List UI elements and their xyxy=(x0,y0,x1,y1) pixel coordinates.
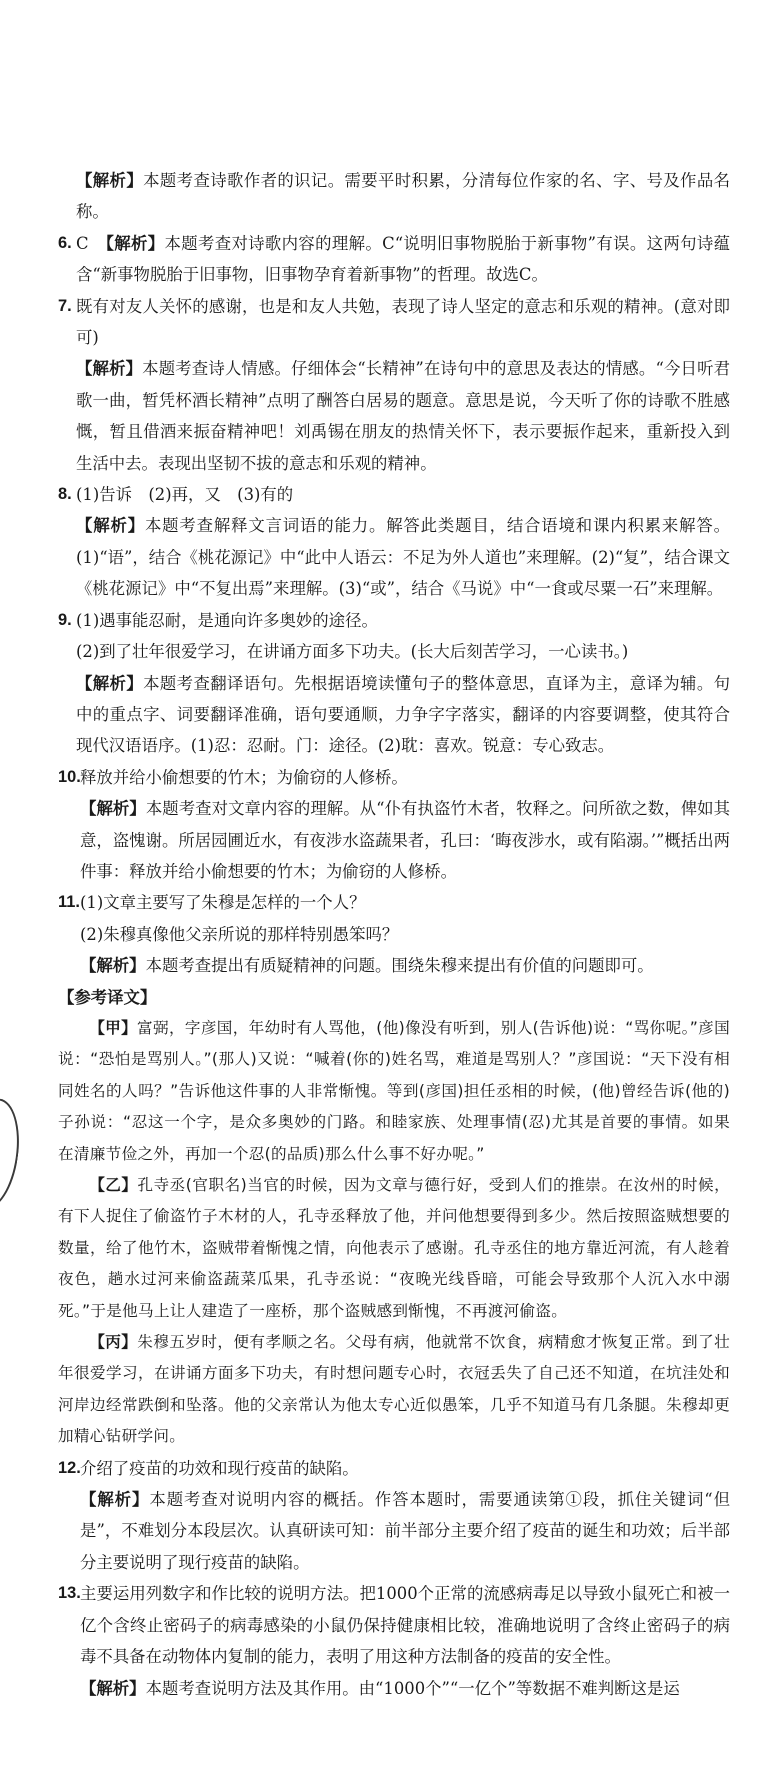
translation-tag: 【甲】 xyxy=(89,1018,138,1037)
answer-text-1: (1)文章主要写了朱穆是怎样的一个人？ xyxy=(80,893,366,913)
answer-text: (1)告诉 (2)再，又 (3)有的 xyxy=(76,485,294,505)
answer-content xyxy=(58,165,730,1704)
answer-text: 主要运用列数字和作比较的说明方法。把1000个正常的流感病毒足以导致小鼠死亡和被一亿个含终止密码子的病毒感染的小鼠仍保持健康相比较，准确地说明了含终止密码子的病毒不具备在动物体内复制的能力，表明了用这种方法制备的疫苗的安全性。 xyxy=(80,1584,730,1667)
question-number: 8. xyxy=(58,485,72,504)
question-number: 7. xyxy=(58,296,72,315)
translation-text: 孔寺丞(官职名)当官的时候，因为文章与德行好，受到人们的推崇。在汝州的时候，有下人捉住了偷盗竹子木材的人，孔寺丞释放了他，并问他想要得到多少。然后按照盗贼想要的数量，给了他竹木，盗贼带着惭愧之情，向他表示了感谢。孔寺丞住的地方靠近河流，有人趁着夜色，趟水过河来偷盗蔬菜瓜果，孔寺丞说：“夜晚光线昏暗，可能会导致那个人沉入水中溺死。”于是他马上让人建造了一座桥，那个盗贼感到惭愧，不再渡河偷盗。 xyxy=(58,1176,730,1320)
question-8 xyxy=(58,479,730,605)
answer-text-1: (1)遇事能忍耐，是通向许多奥妙的途径。 xyxy=(76,610,378,630)
question-9-analysis xyxy=(76,668,730,762)
question-number: 6. xyxy=(58,233,72,252)
answer-text xyxy=(76,228,730,291)
answer-choice: C xyxy=(76,233,106,253)
analysis-text: 本题考查对说明内容的概括。作答本题时，需要通读第①段，抓住关键词“但是”，不难划分本段层次。认真研读可知：前半部分主要介绍了疫苗的诞生和功效；后半部分主要说明了现行疫苗的缺陷。 xyxy=(80,1490,730,1572)
translation-text: 富弼，字彦国，年幼时有人骂他，(他)像没有听到，别人(告诉他)说：“骂你呢。”彦国说：“恐怕是骂别人。”(那人)又说：“喊着(你的)姓名骂，难道是骂别人？”彦国说：“天下没有相同姓名的人吗？”告诉他这件事的人非常惭愧。等到(彦国)担任丞相的时候，(他)曾经告诉(他的)子孙说：“忍这一个字，是众多奥妙的门路。和睦家族、处理事情(忍)尤其是首要的事情。如果在清廉节俭之外，再加一个忍(的品质)那么什么事不好办呢。” xyxy=(58,1018,731,1163)
analysis-text: 本题考查对文章内容的理解。从“仆有执盗竹木者，牧释之。问所欲之数，俾如其意，盗愧谢。所居园圃近水，有夜涉水盗蔬果者，孔曰：‘晦夜涉水，或有陷溺。’”概括出两件事：释放并给小偷想要的竹木；为偷窃的人修桥。 xyxy=(80,799,730,881)
question-7 xyxy=(58,291,730,479)
page-edge-arc xyxy=(0,1095,26,1213)
question-10-analysis xyxy=(80,793,730,887)
question-body xyxy=(80,887,730,981)
answer-text-2: (2)朱穆真像他父亲所说的那样特别愚笨吗？ xyxy=(80,924,399,944)
question-body xyxy=(80,762,730,888)
analysis-tag: 【解析】 xyxy=(80,956,146,976)
question-body xyxy=(76,479,730,605)
analysis-text: 本题考查提出有质疑精神的问题。围绕朱穆来提出有价值的问题即可。 xyxy=(145,956,654,976)
translation-heading: 【参考译文】 xyxy=(58,987,157,1007)
analysis-text: 本题考查诗人情感。仔细体会“长精神”在诗句中的意思及表达的情感。“今日听君歌一曲，暂凭杯酒长精神”点明了酬答白居易的题意。意思是说，今天听了你的诗歌不胜感慨，暂且借酒来振奋精神吧！刘禹锡在朋友的热情关怀下，表示要振作起来，重新投入到生活中去。表现出坚韧不拔的意志和乐观的精神。 xyxy=(76,359,731,473)
analysis-tag: 【解析】 xyxy=(76,516,145,536)
analysis-tag: 【解析】 xyxy=(80,1678,146,1698)
analysis-tag: 【解析】 xyxy=(80,799,146,819)
question-11-analysis xyxy=(80,950,730,981)
answer-text: 既有对友人关怀的感谢，也是和友人共勉，表现了诗人坚定的意志和乐观的精神。(意对即可) xyxy=(76,296,730,348)
question-body xyxy=(80,1578,730,1704)
translation-bing xyxy=(58,1327,730,1453)
analysis-text: 本题考查诗歌作者的识记。需要平时积累，分清每位作家的名、字、号及作品名称。 xyxy=(76,171,731,222)
question-number: 12. xyxy=(58,1458,81,1477)
question-number: 9. xyxy=(58,610,72,629)
question-number: 10. xyxy=(58,767,81,786)
analysis-text: 本题考查对诗歌内容的理解。C“说明旧事物脱胎于新事物”有误。这两句诗蕴含“新事物脱胎于旧事物，旧事物孕育着新事物”的哲理。故选C。 xyxy=(76,233,730,285)
question-12 xyxy=(58,1453,730,1579)
question-10 xyxy=(58,762,730,888)
question-7-analysis xyxy=(76,353,730,479)
q5-analysis xyxy=(58,165,730,228)
translation-jia xyxy=(58,1013,730,1170)
question-8-analysis xyxy=(76,510,730,604)
question-number: 11. xyxy=(58,893,80,912)
analysis-text: 本题考查翻译语句。先根据语境读懂句子的整体意思，直译为主，意译为辅。句中的重点字、词要翻译准确，语句要通顺，力争字字落实，翻译的内容要调整，使其符合现代汉语语序。(1)忍：忍耐。门：途径。(2)耽：喜欢。锐意：专心致志。 xyxy=(76,673,731,756)
question-body xyxy=(76,291,730,479)
question-11 xyxy=(58,887,730,981)
analysis-text: 本题考查说明方法及其作用。由“1000个”“一亿个”等数据不难判断这是运 xyxy=(145,1678,680,1698)
question-body xyxy=(80,1453,730,1579)
analysis-tag: 【解析】 xyxy=(76,673,144,693)
answer-text-2: (2)到了壮年很爱学习，在讲诵方面多下功夫。(长大后刻苦学习，一心读书。) xyxy=(76,642,629,662)
question-6 xyxy=(58,228,730,291)
analysis-text: 本题考查解释文言词语的能力。解答此类题目，结合语境和课内积累来解答。(1)“语”，结合《桃花源记》中“此中人语云：不足为外人道也”来理解。(2)“复”，结合课文《桃花源记》中“不复出焉”来理解。(3)“或”，结合《马说》中“一食或尽粟一石”来理解。 xyxy=(76,516,731,599)
translation-text: 朱穆五岁时，便有孝顺之名。父母有病，他就常不饮食，病精愈才恢复正常。到了壮年很爱学习，在讲诵方面多下功夫，有时想问题专心时，衣冠丢失了自己还不知道，在坑洼处和河岸边经常跌倒和坠落。他的父亲常认为他太专心近似愚笨，几乎不知道马有几条腿。朱穆却更加精心钻研学问。 xyxy=(58,1333,730,1446)
question-13-analysis xyxy=(80,1673,730,1704)
analysis-tag: 【解析】 xyxy=(105,233,165,253)
question-9 xyxy=(58,605,730,762)
question-12-analysis xyxy=(80,1484,730,1578)
question-13 xyxy=(58,1578,730,1704)
analysis-tag: 【解析】 xyxy=(80,1490,150,1510)
analysis-tag: 【解析】 xyxy=(76,359,143,379)
answer-text: 介绍了疫苗的功效和现行疫苗的缺陷。 xyxy=(80,1458,359,1478)
translation-yi xyxy=(58,1170,730,1327)
translation-tag: 【丙】 xyxy=(89,1333,138,1352)
question-body xyxy=(76,605,730,762)
translation-tag: 【乙】 xyxy=(89,1176,138,1194)
analysis-tag: 【解析】 xyxy=(76,171,144,190)
question-number: 13. xyxy=(58,1584,81,1603)
answer-text: 释放并给小偷想要的竹木；为偷窃的人修桥。 xyxy=(80,767,408,787)
